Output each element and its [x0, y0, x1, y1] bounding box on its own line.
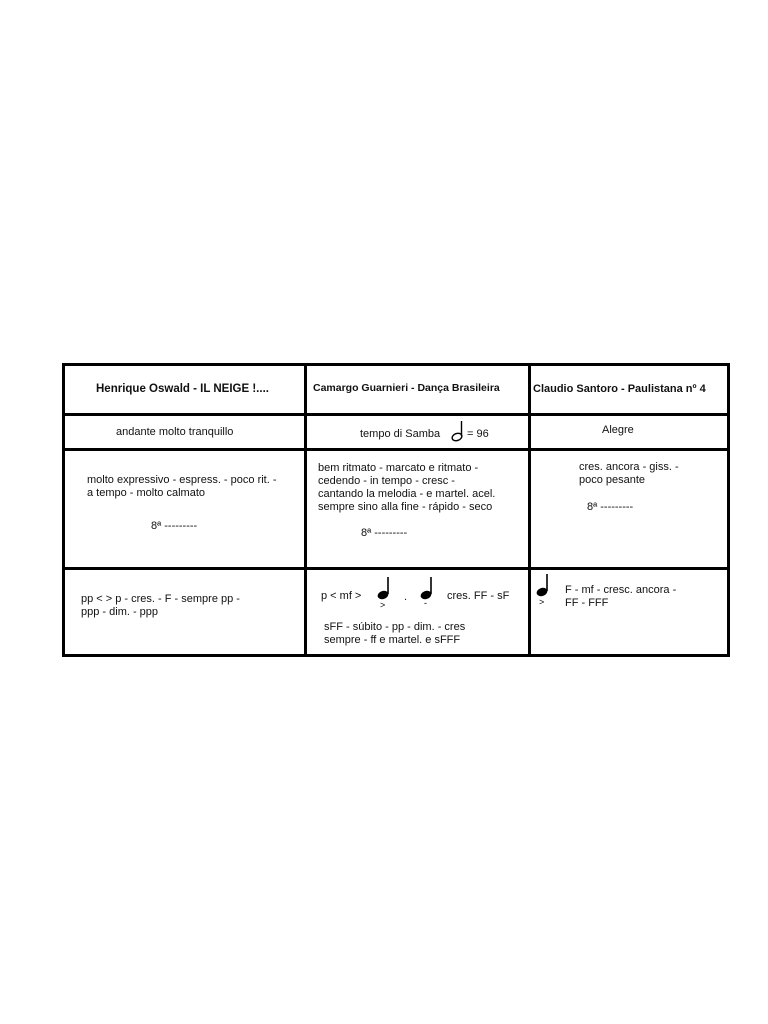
dynamics-text: cres. FF - sF — [447, 590, 510, 602]
dynamics-line: ppp - dim. - ppp — [81, 606, 159, 618]
dynamics-line: sFF - súbito - pp - dim. - cres — [324, 621, 466, 633]
tenuto-mark: - — [424, 598, 427, 608]
tempo-marking-guarnieri: tempo di Samba — [360, 428, 441, 440]
quarter-note-icon — [377, 575, 395, 609]
row-divider — [65, 448, 727, 451]
quarter-note-icon — [536, 572, 554, 606]
dynamics-line: F - mf - cresc. ancora - — [565, 584, 677, 596]
half-note-icon — [451, 419, 467, 443]
column-header-oswald: Henrique Oswald - IL NEIGE !.... — [96, 383, 269, 395]
metronome-value: = 96 — [467, 428, 489, 440]
expression-line: cres. ancora - giss. - — [579, 461, 679, 473]
accent-mark: > — [539, 597, 545, 606]
expression-line: molto expressivo - espress. - poco rit. - — [87, 474, 277, 486]
repertoire-table — [62, 363, 730, 657]
octave-mark: 8ª --------- — [587, 501, 634, 513]
octave-mark: 8ª --------- — [151, 520, 198, 532]
tempo-marking-oswald: andante molto tranquillo — [116, 426, 234, 438]
row-divider — [65, 413, 727, 416]
expression-line: cedendo - in tempo - cresc - — [318, 475, 455, 487]
row-divider — [65, 567, 727, 570]
expression-line: cantando la melodia - e martel. acel. — [318, 488, 496, 500]
column-divider — [304, 366, 307, 654]
dynamics-line: FF - FFF — [565, 597, 609, 609]
tempo-marking-santoro: Alegre — [602, 424, 634, 436]
dynamics-line: sempre - ff e martel. e sFFF — [324, 634, 461, 646]
dynamics-text: p < mf > — [321, 590, 362, 602]
column-header-santoro: Claudio Santoro - Paulistana nº 4 — [533, 383, 706, 395]
expression-line: a tempo - molto calmato — [87, 487, 205, 499]
dynamics-line: pp < > p - cres. - F - sempre pp - — [81, 593, 240, 605]
expression-line: bem ritmato - marcato e ritmato - — [318, 462, 479, 474]
quarter-note-icon — [420, 575, 438, 609]
column-divider — [528, 366, 531, 654]
expression-line: poco pesante — [579, 474, 646, 486]
octave-mark: 8ª --------- — [361, 527, 408, 539]
accent-mark: > — [380, 600, 386, 609]
expression-line: sempre sino alla fine - rápido - seco — [318, 501, 493, 513]
column-header-guarnieri: Camargo Guarnieri - Dança Brasileira — [313, 382, 500, 394]
dot-mark: . — [404, 591, 408, 603]
